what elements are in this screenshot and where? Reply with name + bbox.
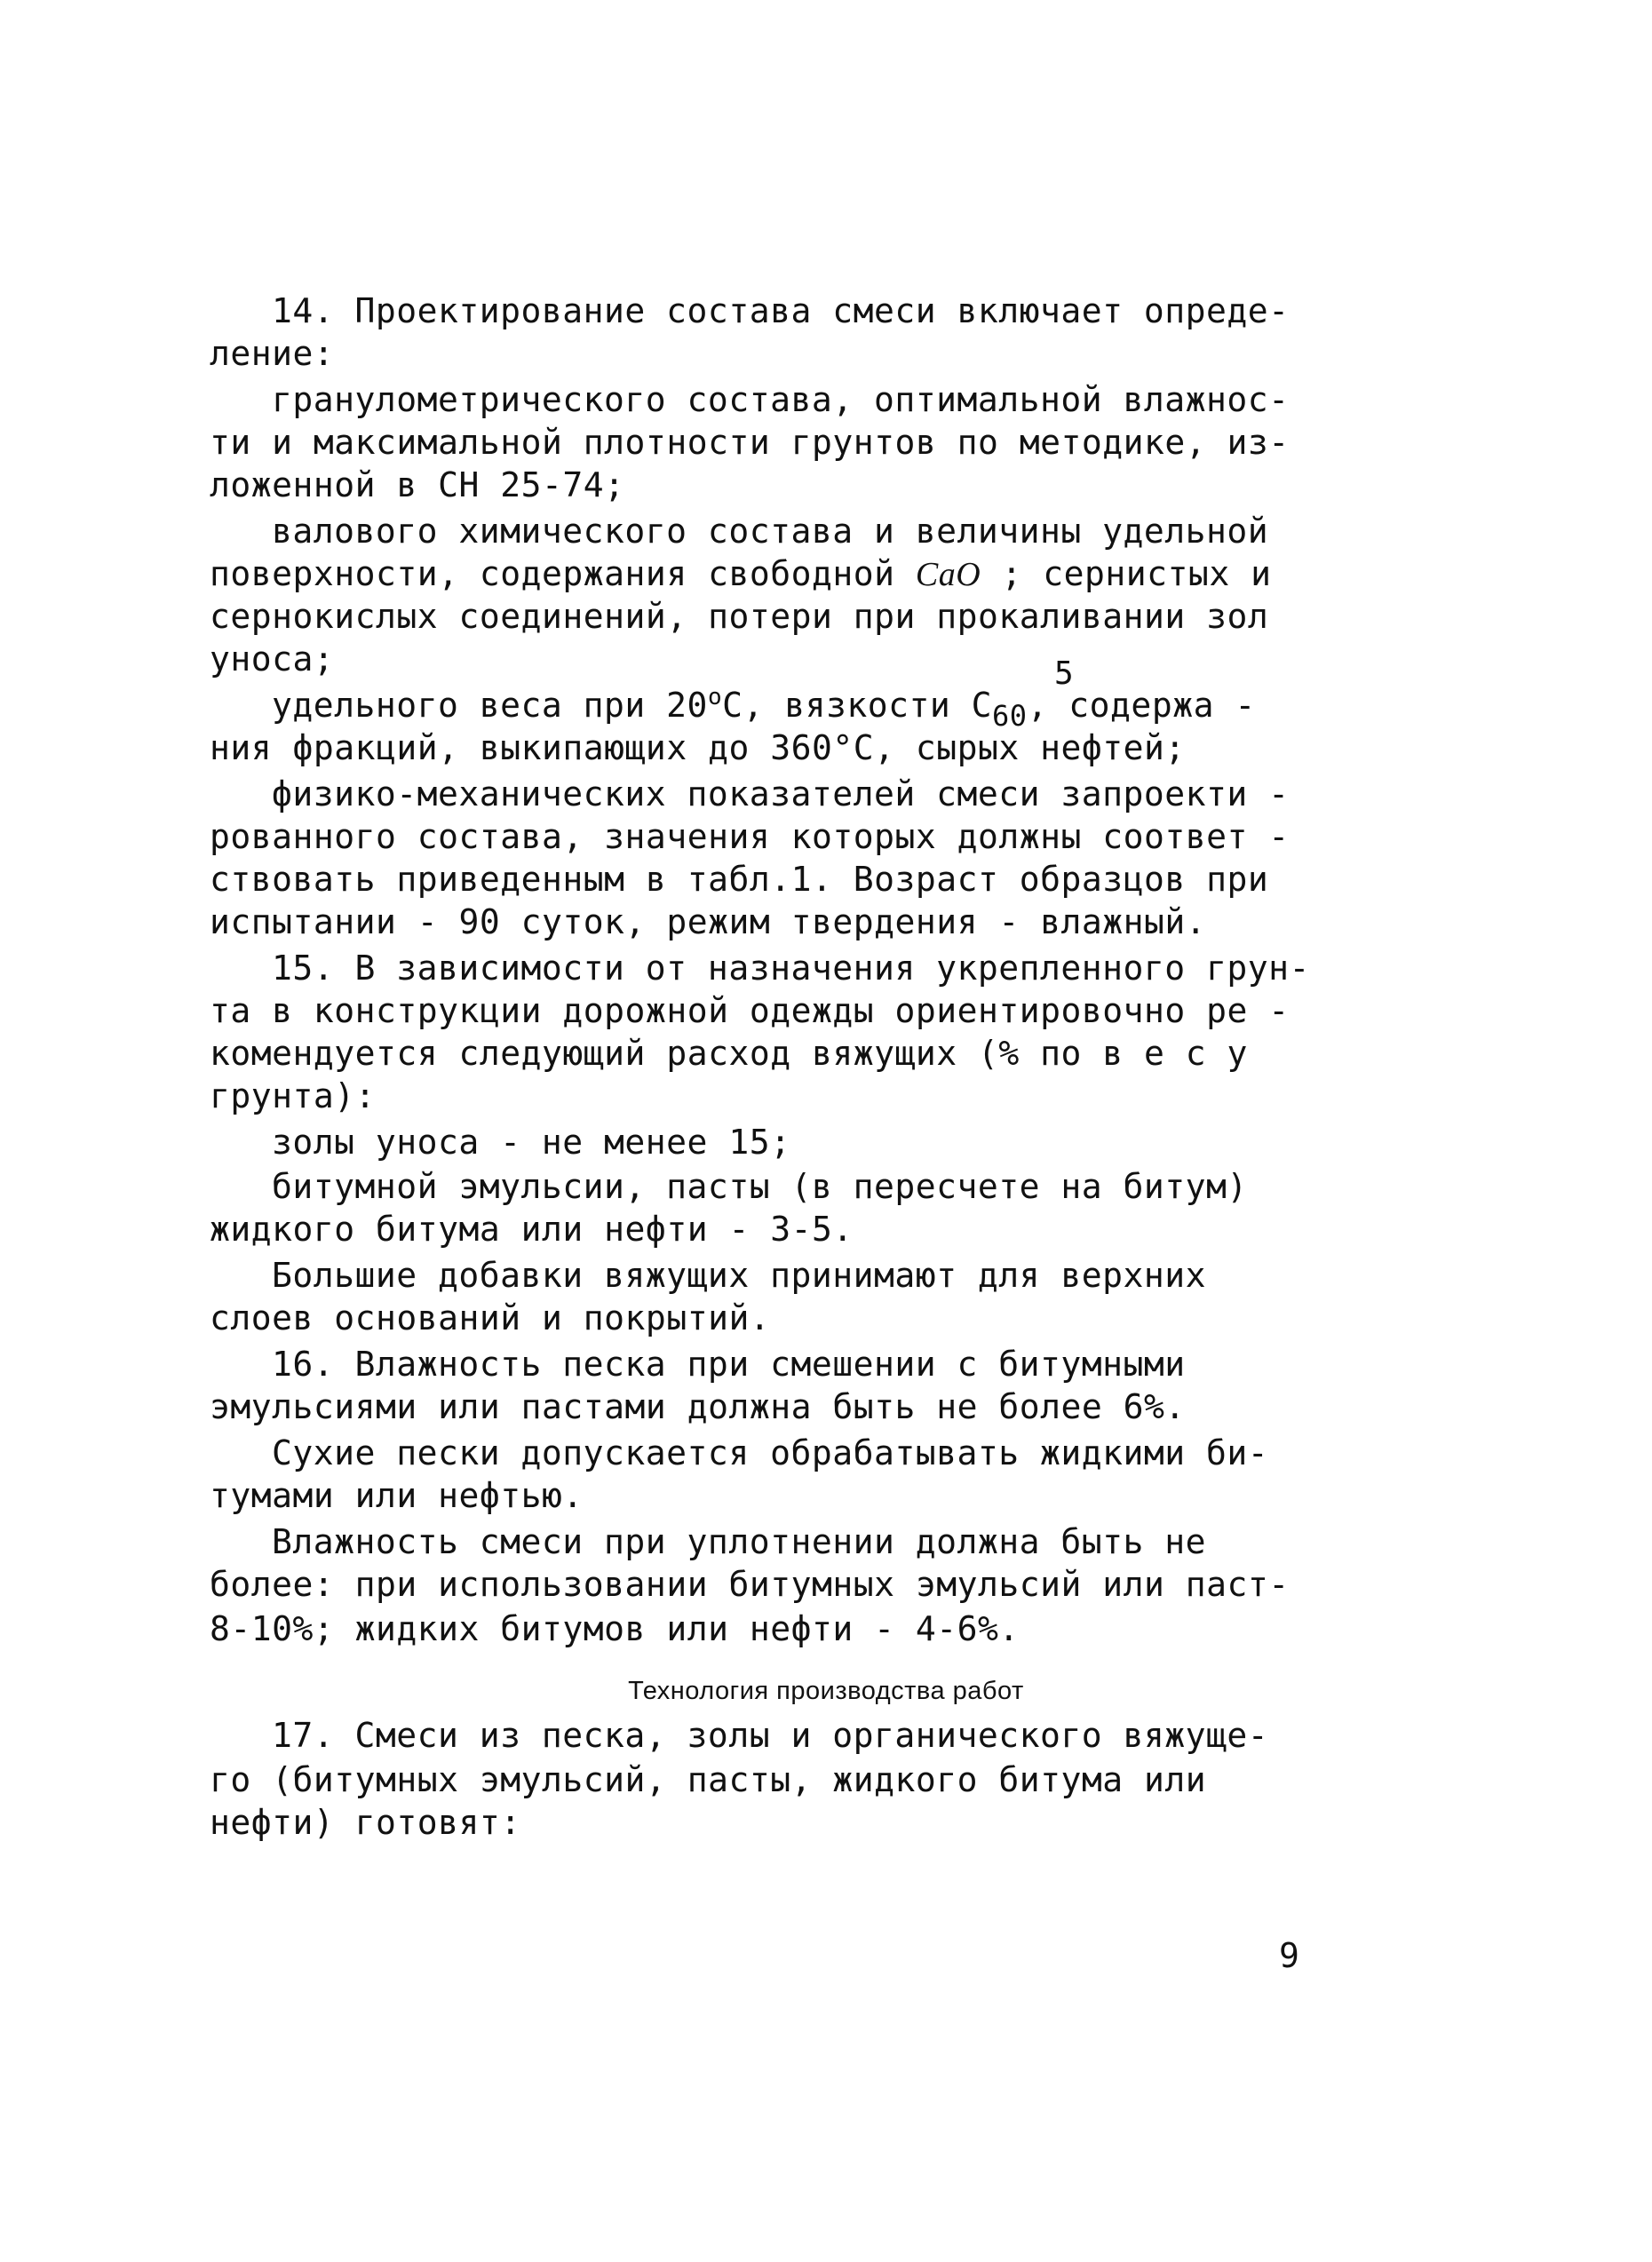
text-line: валового химического состава и величины удельной (272, 512, 1269, 551)
text-line: 15. В зависимости от назначения укрепленного грун- (272, 948, 1310, 988)
text-line: гранулометрического состава, оптимальной влажнос- (272, 380, 1290, 419)
text-line: битумной эмульсии, пасты (в пересчете на битум) (272, 1167, 1248, 1206)
text-line (210, 552, 1271, 596)
text-fragment: ; сернистых и (981, 554, 1272, 593)
text-line: слоев оснований и покрытий. (210, 1298, 771, 1337)
text-line: сернокислых соединений, потери при прокаливании зол (210, 597, 1269, 636)
text-line: грунта): (210, 1076, 377, 1115)
text-line: нефти) готовят: (210, 1803, 521, 1842)
superscript-5: 5 (1054, 655, 1074, 692)
text-line: ния фракций, выкипающих до 360°С, сырых нефтей; (210, 728, 1186, 767)
text-line: 8-10%; жидких битумов или нефти - 4-6%. (210, 1609, 1020, 1648)
text-line: 16. Влажность песка при смешении с битумными (272, 1345, 1186, 1384)
text-fragment: удельного веса при 20 (272, 686, 708, 725)
degree-superscript: o (707, 684, 723, 710)
text-line: испытании - 90 суток, режим твердения - влажный. (210, 902, 1207, 941)
text-line: рованного состава, значения которых должны соответ - (210, 817, 1290, 856)
text-line: физико-механических показателей смеси запроекти - (272, 774, 1290, 814)
text-line: более: при использовании битумных эмульсий или паст- (210, 1565, 1290, 1604)
formula-cao: CaO (915, 556, 981, 593)
text-line: 14. Проектирование состава смеси включает опреде- (272, 291, 1290, 330)
text-line: эмульсиями или пастами должна быть не более 6%. (210, 1387, 1186, 1426)
text-line: тумами или нефтью. (210, 1476, 584, 1515)
text-line: уноса; (210, 639, 335, 679)
text-line: Большие добавки вяжущих принимают для верхних (272, 1256, 1207, 1295)
subscript-60: 60 (992, 699, 1028, 733)
text-line: ствовать приведенным в табл.1. Возраст образцов при (210, 860, 1269, 899)
text-line: ложенной в СН 25-74; (210, 465, 625, 504)
section-heading: Технология производства работ (628, 1677, 1024, 1705)
text-line: жидкого битума или нефти - 3-5. (210, 1210, 854, 1249)
text-line: та в конструкции дорожной одежды ориентировочно ре - (210, 991, 1290, 1030)
text-line: Сухие пески допускается обрабатывать жидкими би- (272, 1433, 1269, 1472)
text-line: золы уноса - не менее 15; (272, 1123, 791, 1162)
text-line (272, 684, 1256, 733)
text-line: ление: (210, 334, 335, 373)
text-fragment: поверхности, содержания свободной (210, 554, 916, 593)
page-number: 9 (1279, 1936, 1299, 1975)
text-line: 17. Смеси из песка, золы и органического вяжуще- (272, 1716, 1269, 1755)
text-line: го (битумных эмульсий, пасты, жидкого битума или (210, 1760, 1207, 1799)
text-line: Влажность смеси при уплотнении должна быть не (272, 1522, 1207, 1561)
text-line: ти и максимальной плотности грунтов по методике, из- (210, 423, 1290, 462)
text-fragment: , содержа - (1027, 686, 1256, 725)
text-line: комендуется следующий расход вяжущих (% по в е с у (210, 1034, 1248, 1073)
text-fragment: С, вязкости С (722, 686, 993, 725)
